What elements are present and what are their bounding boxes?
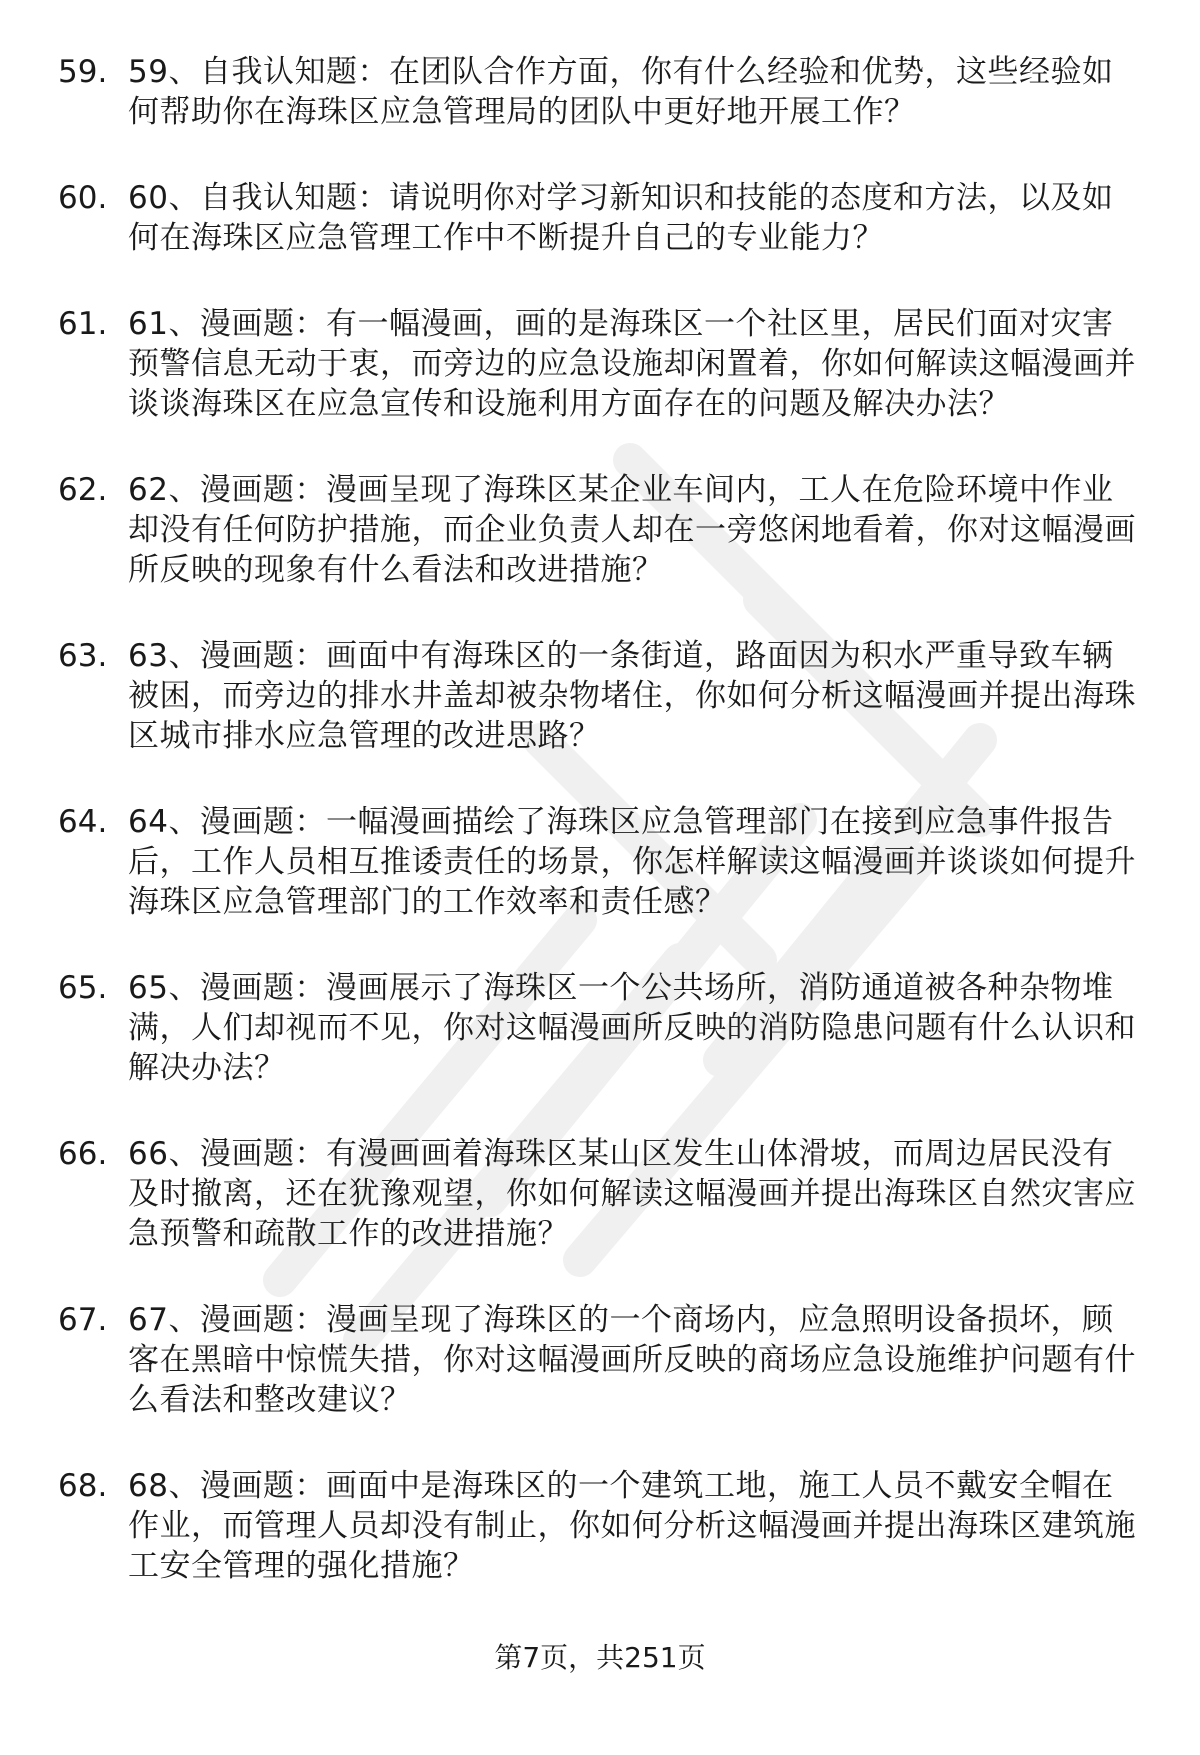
question-number: 61. bbox=[58, 306, 108, 342]
question-number: 60. bbox=[58, 180, 108, 216]
question-text: 67、漫画题：漫画呈现了海珠区的一个商场内，应急照明设备损坏，顾客在黑暗中惊慌失措，你对这幅漫画所反映的商场应急设施维护问题有什么看法和整改建议？ bbox=[128, 1302, 1136, 1418]
question-text: 65、漫画题：漫画展示了海珠区一个公共场所，消防通道被各种杂物堆满，人们却视而不见，你对这幅漫画所反映的消防隐患问题有什么认识和解决办法？ bbox=[128, 970, 1136, 1086]
question-text: 64、漫画题：一幅漫画描绘了海珠区应急管理部门在接到应急事件报告后，工作人员相互推诿责任的场景，你怎样解读这幅漫画并谈谈如何提升海珠区应急管理部门的工作效率和责任感？ bbox=[128, 804, 1136, 920]
question-number: 64. bbox=[58, 804, 108, 840]
question-item bbox=[0, 1134, 1200, 1254]
question-item bbox=[0, 52, 1200, 132]
question-item bbox=[0, 968, 1200, 1088]
question-item bbox=[0, 1466, 1200, 1586]
question-text: 63、漫画题：画面中有海珠区的一条街道，路面因为积水严重导致车辆被困，而旁边的排水井盖却被杂物堵住，你如何分析这幅漫画并提出海珠区城市排水应急管理的改进思路？ bbox=[128, 638, 1136, 754]
question-number: 68. bbox=[58, 1468, 108, 1504]
page-number-label: 第7页，共251页 bbox=[494, 1641, 706, 1674]
question-text: 68、漫画题：画面中是海珠区的一个建筑工地，施工人员不戴安全帽在作业，而管理人员却没有制止，你如何分析这幅漫画并提出海珠区建筑施工安全管理的强化措施？ bbox=[128, 1468, 1136, 1584]
question-text: 61、漫画题：有一幅漫画，画的是海珠区一个社区里，居民们面对灾害预警信息无动于衷，而旁边的应急设施却闲置着，你如何解读这幅漫画并谈谈海珠区在应急宣传和设施利用方面存在的问题及解决办法？ bbox=[128, 306, 1136, 422]
question-number: 62. bbox=[58, 472, 108, 508]
question-number: 66. bbox=[58, 1136, 108, 1172]
question-text: 59、自我认知题：在团队合作方面，你有什么经验和优势，这些经验如何帮助你在海珠区应急管理局的团队中更好地开展工作？ bbox=[128, 54, 1114, 130]
page-footer bbox=[0, 1640, 1200, 1676]
question-number: 59. bbox=[58, 54, 108, 90]
question-item bbox=[0, 1300, 1200, 1420]
question-text: 60、自我认知题：请说明你对学习新知识和技能的态度和方法，以及如何在海珠区应急管理工作中不断提升自己的专业能力？ bbox=[128, 180, 1114, 256]
question-item bbox=[0, 470, 1200, 590]
question-text: 66、漫画题：有漫画画着海珠区某山区发生山体滑坡，而周边居民没有及时撤离，还在犹豫观望，你如何解读这幅漫画并提出海珠区自然灾害应急预警和疏散工作的改进措施？ bbox=[128, 1136, 1136, 1252]
question-item bbox=[0, 178, 1200, 258]
question-text: 62、漫画题：漫画呈现了海珠区某企业车间内，工人在危险环境中作业却没有任何防护措施，而企业负责人却在一旁悠闲地看着，你对这幅漫画所反映的现象有什么看法和改进措施？ bbox=[128, 472, 1136, 588]
question-number: 65. bbox=[58, 970, 108, 1006]
question-item bbox=[0, 802, 1200, 922]
question-number: 67. bbox=[58, 1302, 108, 1338]
question-item bbox=[0, 636, 1200, 756]
question-item bbox=[0, 304, 1200, 424]
question-number: 63. bbox=[58, 638, 108, 674]
